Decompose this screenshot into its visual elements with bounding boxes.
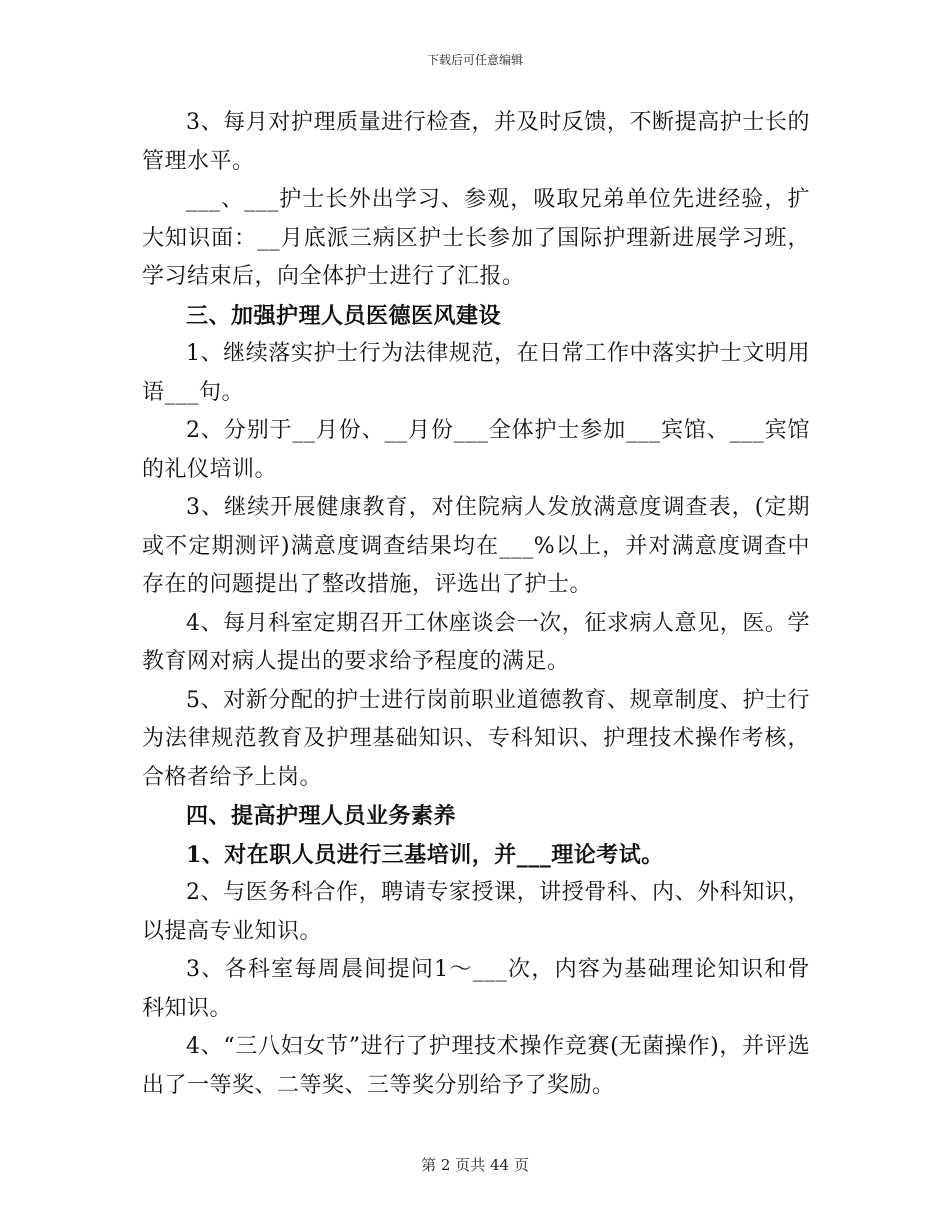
page-footer: 第 2 页共 44 页 (421, 1156, 529, 1174)
document-body (142, 104, 810, 1105)
paragraph-4: 1、继续落实护士行为法律规范，在日常工作中落实护士文明用语___句。 (142, 341, 810, 405)
page-header: 下载后可任意编辑 (426, 53, 523, 67)
paragraph-9: 1、对在职人员进行三基培训，并___理论考试。 (186, 841, 664, 868)
section-heading-3: 三、加强护理人员医德医风建设 (186, 302, 502, 329)
paragraph-12: 4、“三八妇女节”进行了护理技术操作竞赛(无菌操作)，并评选出了一等奖、二等奖、三等奖分别给予了奖励。 (142, 1034, 810, 1098)
paragraph-2: ___、___护士长外出学习、参观，吸取兄弟单位先进经验，扩大知识面：__月底派三病区护士长参加了国际护理新进展学习班，学习结束后，向全体护士进行了汇报。 (142, 187, 810, 289)
paragraph-10: 2、与医务科合作，聘请专家授课，讲授骨科、内、外科知识，以提高专业知识。 (142, 880, 810, 944)
section-heading-4: 四、提高护理人员业务素养 (186, 803, 457, 829)
paragraph-5: 2、分别于__月份、__月份___全体护士参加___宾馆、___宾馆的礼仪培训。 (142, 418, 810, 482)
paragraph-11: 3、各科室每周晨间提问1～___次，内容为基础理论知识和骨科知识。 (142, 957, 810, 1021)
paragraph-7: 4、每月科室定期召开工休座谈会一次，征求病人意见，医。学教育网对病人提出的要求给予程度的满足。 (142, 610, 810, 674)
paragraph-1: 3、每月对护理质量进行检查，并及时反馈，不断提高护士长的管理水平。 (142, 110, 810, 174)
paragraph-8: 5、对新分配的护士进行岗前职业道德教育、规章制度、护士行为法律规范教育及护理基础知识、专科知识、护理技术操作考核，合格者给予上岗。 (142, 687, 810, 790)
paragraph-6: 3、继续开展健康教育，对住院病人发放满意度调查表，(定期或不定期测评)满意度调查结果均在___%以上，并对满意度调查中存在的问题提出了整改措施，评选出了护士。 (142, 495, 810, 597)
